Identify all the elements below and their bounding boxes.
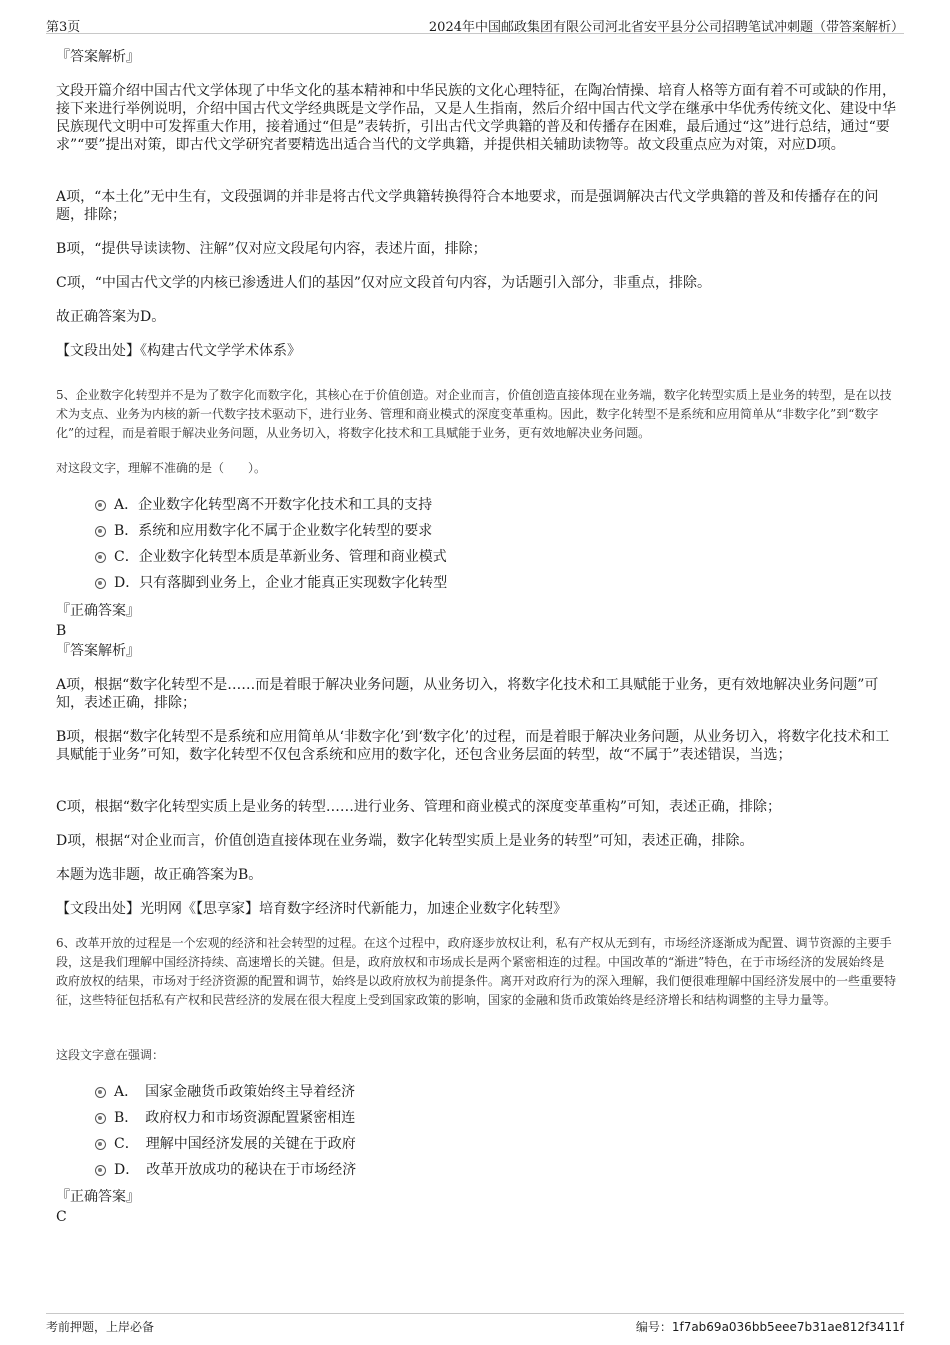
footer-serial: 编号：1f7ab69a036bb5eee7b31ae812f3411f: [635, 1320, 904, 1334]
q5-analysis-option-b: B项，根据“数字化转型不是系统和应用简单从‘非数字化’到‘数字化’的过程，而是着眼于解决业务问题，从业务切入，将数字化技术和工具赋能于业务”可知，数字化转型不仅包含系统和应用的数字化，还包含业务层面的转型，故“不属于”表述错误，当选；: [56, 729, 890, 763]
q5-analysis-option-d: D项，根据“对企业而言，价值创造直接体现在业务端，数字化转型实质上是业务的转型”可知，表述正确，排除。: [56, 833, 754, 849]
q5-option-b[interactable]: B．系统和应用数字化不属于企业数字化转型的要求: [95, 522, 432, 540]
q5-analysis-option-c: C项，根据“数字化转型实质上是业务的转型……进行业务、管理和商业模式的深度变革重构”可知，表述正确，排除；: [56, 799, 782, 815]
radio-icon[interactable]: [95, 1087, 106, 1098]
document-title: 2024年中国邮政集团有限公司河北省安平县分公司招聘笔试冲刺题（带答案解析）: [428, 20, 904, 35]
q6-answer-label: 『正确答案』: [56, 1189, 140, 1205]
q6-option-c[interactable]: C． 理解中国经济发展的关键在于政府: [95, 1135, 356, 1153]
radio-icon[interactable]: [95, 500, 106, 511]
q5-source: 【文段出处】光明网《【思享家】培育数字经济时代新能力，加速企业数字化转型》: [56, 901, 567, 917]
q4-analysis-option-c: C项，“中国古代文学的内核已渗透进人们的基因”仅对应文段首句内容，为话题引入部分，非重点，排除。: [56, 275, 712, 291]
page-footer: [46, 1313, 904, 1335]
q6-option-d[interactable]: D． 改革开放成功的秘诀在于市场经济: [95, 1161, 356, 1179]
q5-option-c[interactable]: C．企业数字化转型本质是革新业务、管理和商业模式: [95, 548, 447, 566]
q5-option-a[interactable]: A．企业数字化转型离不开数字化技术和工具的支持: [95, 496, 432, 514]
q4-conclusion: 故正确答案为D。: [56, 309, 166, 325]
radio-icon[interactable]: [95, 552, 106, 563]
q4-analysis-option-a: A项，“本土化”无中生有，文段强调的并非是将古代文学典籍转换得符合本地要求，而是强调解决古代文学典籍的普及和传播存在的问题，排除；: [56, 189, 879, 223]
q5-conclusion: 本题为选非题，故正确答案为B。: [56, 867, 263, 883]
radio-icon[interactable]: [95, 1113, 106, 1124]
q6-passage: 6、改革开放的过程是一个宏观的经济和社会转型的过程。在这个过程中，政府逐步放权让利，私有产权从无到有，市场经济逐渐成为配置、调节资源的主要手段，这是我们理解中国经济持续、高速增长的关键。但是，政府放权和市场成长是两个紧密相连的过程。中国改革的“渐进”特色，在于市场经济的发展始终是政府放权的结果，市场对于经济资源的配置和调节，始终是以政府放权为前提条件。离开对政府行为的深入理解，我们便很难理解中国经济发展中的一些重要特征，这些特征包括私有产权和民营经济的发展在很大程度上受到国家政策的影响，国家的金融和货币政策始终是经济增长和结构调整的主导力量等。: [56, 936, 897, 1007]
q4-analysis-label: 『答案解析』: [56, 49, 140, 65]
radio-icon[interactable]: [95, 1139, 106, 1150]
q5-passage: 5、企业数字化转型并不是为了数字化而数字化，其核心在于价值创造。对企业而言，价值创造直接体现在业务端，数字化转型实质上是业务的转型，是在以技术为支点、业务为内核的新一代数字技术驱动下，进行业务、管理和商业模式的深度变革重构。因此，数字化转型不是系统和应用简单从“非数字化”到“数字化”的过程，而是着眼于解决业务问题，从业务切入，将数字化技术和工具赋能于业务，更有效地解决业务问题。: [56, 388, 892, 440]
q4-analysis-paragraph: 文段开篇介绍中国古代文学体现了中华文化的基本精神和中华民族的文化心理特征，在陶冶情操、培育人格等方面有着不可或缺的作用，接下来进行举例说明，介绍中国古代文学经典既是文学作品，又是人生指南，然后介绍中国古代文学在继承中华优秀传统文化、建设中华民族现代文明中可发挥重大作用，接着通过“但是”表转折，引出古代文学典籍的普及和传播存在困难，最后通过“这”进行总结，通过“要求”“要”提出对策，即古代文学研究者要精选出适合当代的文学典籍，并提供相关辅助读物等。故文段重点应为对策，对应D项。: [56, 83, 896, 153]
radio-icon[interactable]: [95, 526, 106, 537]
radio-icon[interactable]: [95, 578, 106, 589]
q6-question: 这段文字意在强调：: [56, 1048, 165, 1062]
q6-answer: C: [56, 1209, 67, 1225]
q5-option-d[interactable]: D．只有落脚到业务上，企业才能真正实现数字化转型: [95, 574, 447, 592]
q5-analysis-option-a: A项，根据“数字化转型不是……而是着眼于解决业务问题，从业务切入，将数字化技术和工具赋能于业务，更有效地解决业务问题”可知，表述正确，排除；: [56, 677, 879, 711]
q6-option-a[interactable]: A． 国家金融货币政策始终主导着经济: [95, 1083, 355, 1101]
page-header: [46, 14, 904, 34]
q5-question: 对这段文字，理解不准确的是（ ）。: [56, 461, 267, 475]
q5-answer-label: 『正确答案』: [56, 603, 140, 619]
q5-analysis-label: 『答案解析』: [56, 643, 140, 659]
radio-icon[interactable]: [95, 1165, 106, 1176]
q6-option-b[interactable]: B． 政府权力和市场资源配置紧密相连: [95, 1109, 355, 1127]
page-number: 第3页: [46, 20, 81, 35]
footer-slogan: 考前押题，上岸必备: [46, 1320, 155, 1334]
q4-analysis-option-b: B项，“提供导读读物、注解”仅对应文段尾句内容，表述片面，排除；: [56, 241, 487, 257]
q5-answer: B: [56, 623, 67, 639]
q4-source: 【文段出处】《构建古代文学学术体系》: [56, 343, 301, 359]
